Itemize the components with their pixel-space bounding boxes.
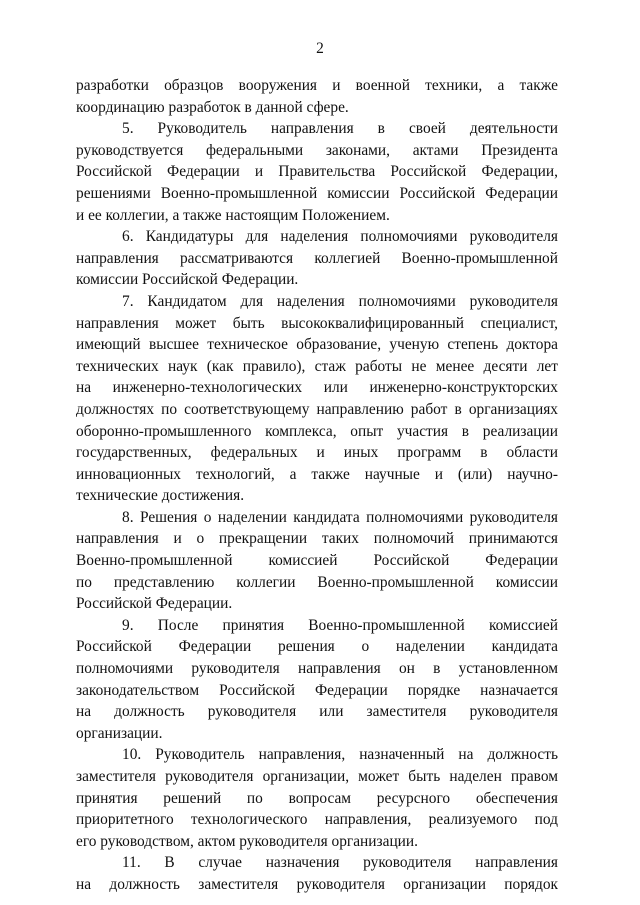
document-body bbox=[76, 75, 558, 896]
paragraph-p5 bbox=[76, 118, 558, 226]
text-line: оборонно-промышленного комплекса, опыт участия в реализации bbox=[76, 422, 558, 440]
text-line: направления рассматриваются коллегией Военно-промышленной bbox=[76, 249, 558, 267]
text-line: Российской Федерации. bbox=[76, 595, 233, 613]
paragraph-p11 bbox=[76, 852, 558, 895]
text-line: инновационных технологий, а также научные и (или) научно- bbox=[76, 465, 558, 483]
text-line: на должность руководителя или заместителя руководителя bbox=[76, 703, 558, 721]
text-line: разработки образцов вооружения и военной техники, а также bbox=[76, 77, 558, 94]
text-line: направления и о прекращении таких полномочий принимаются bbox=[76, 530, 558, 548]
text-line: технические достижения. bbox=[76, 487, 245, 505]
text-line: 7. Кандидатом для наделения полномочиями руководителя bbox=[122, 292, 558, 310]
paragraph-p10 bbox=[76, 744, 558, 852]
text-line: приоритетного технологического направления, реализуемого под bbox=[76, 811, 558, 829]
text-line: по представлению коллегии Военно-промышленной комиссии bbox=[76, 573, 558, 591]
page-number: 2 bbox=[316, 40, 324, 57]
text-line: 11. В случае назначения руководителя направления bbox=[122, 854, 558, 872]
text-line: его руководством, актом руководителя организации. bbox=[76, 832, 418, 850]
text-line: государственных, федеральных и иных программ в области bbox=[76, 444, 558, 462]
text-line: на должность заместителя руководителя организации порядок bbox=[76, 875, 558, 893]
text-line: 5. Руководитель направления в своей деятельности bbox=[122, 120, 558, 138]
text-line: 8. Решения о наделении кандидата полномочиями руководителя bbox=[122, 508, 558, 526]
text-line: технических наук (как правило), стаж работы не менее десяти лет bbox=[76, 357, 558, 375]
text-line: руководствуется федеральными законами, актами Президента bbox=[76, 141, 558, 159]
paragraph-p8 bbox=[76, 507, 558, 615]
text-line: 10. Руководитель направления, назначенный на должность bbox=[122, 746, 558, 764]
text-line: Российской Федерации решения о наделении кандидата bbox=[76, 638, 558, 656]
text-line: 6. Кандидатуры для наделения полномочиями руководителя bbox=[122, 228, 558, 246]
text-line: заместителя руководителя организации, может быть наделен правом bbox=[76, 768, 558, 785]
paragraph-cont bbox=[76, 75, 558, 118]
text-line: координацию разработок в данной сфере. bbox=[76, 98, 349, 116]
text-line: Российской Федерации и Правительства Российской Федерации, bbox=[76, 163, 558, 181]
text-line: Военно-промышленной комиссией Российской Федерации bbox=[76, 552, 558, 570]
text-line: должностях по соответствующему направлению работ в организациях bbox=[76, 400, 558, 418]
text-line: решениями Военно-промышленной комиссии Российской Федерации bbox=[76, 184, 558, 202]
text-line: комиссии Российской Федерации. bbox=[76, 271, 299, 289]
text-line: и ее коллегии, а также настоящим Положением. bbox=[76, 206, 390, 224]
text-line: законодательством Российской Федерации порядке назначается bbox=[76, 681, 558, 699]
text-line: организации. bbox=[76, 724, 163, 742]
text-line: принятия решений по вопросам ресурсного обеспечения bbox=[76, 789, 558, 807]
text-line: направления может быть высококвалифицированный специалист, bbox=[76, 314, 558, 332]
text-line: на инженерно-технологических или инженерно-конструкторских bbox=[76, 379, 558, 397]
text-line: полномочиями руководителя направления он в установленном bbox=[76, 660, 558, 678]
paragraph-p9 bbox=[76, 615, 558, 745]
text-line: имеющий высшее техническое образование, ученую степень доктора bbox=[76, 336, 558, 354]
paragraph-p6 bbox=[76, 226, 558, 291]
paragraph-p7 bbox=[76, 291, 558, 507]
text-line: 9. После принятия Военно-промышленной комиссией bbox=[122, 616, 558, 634]
